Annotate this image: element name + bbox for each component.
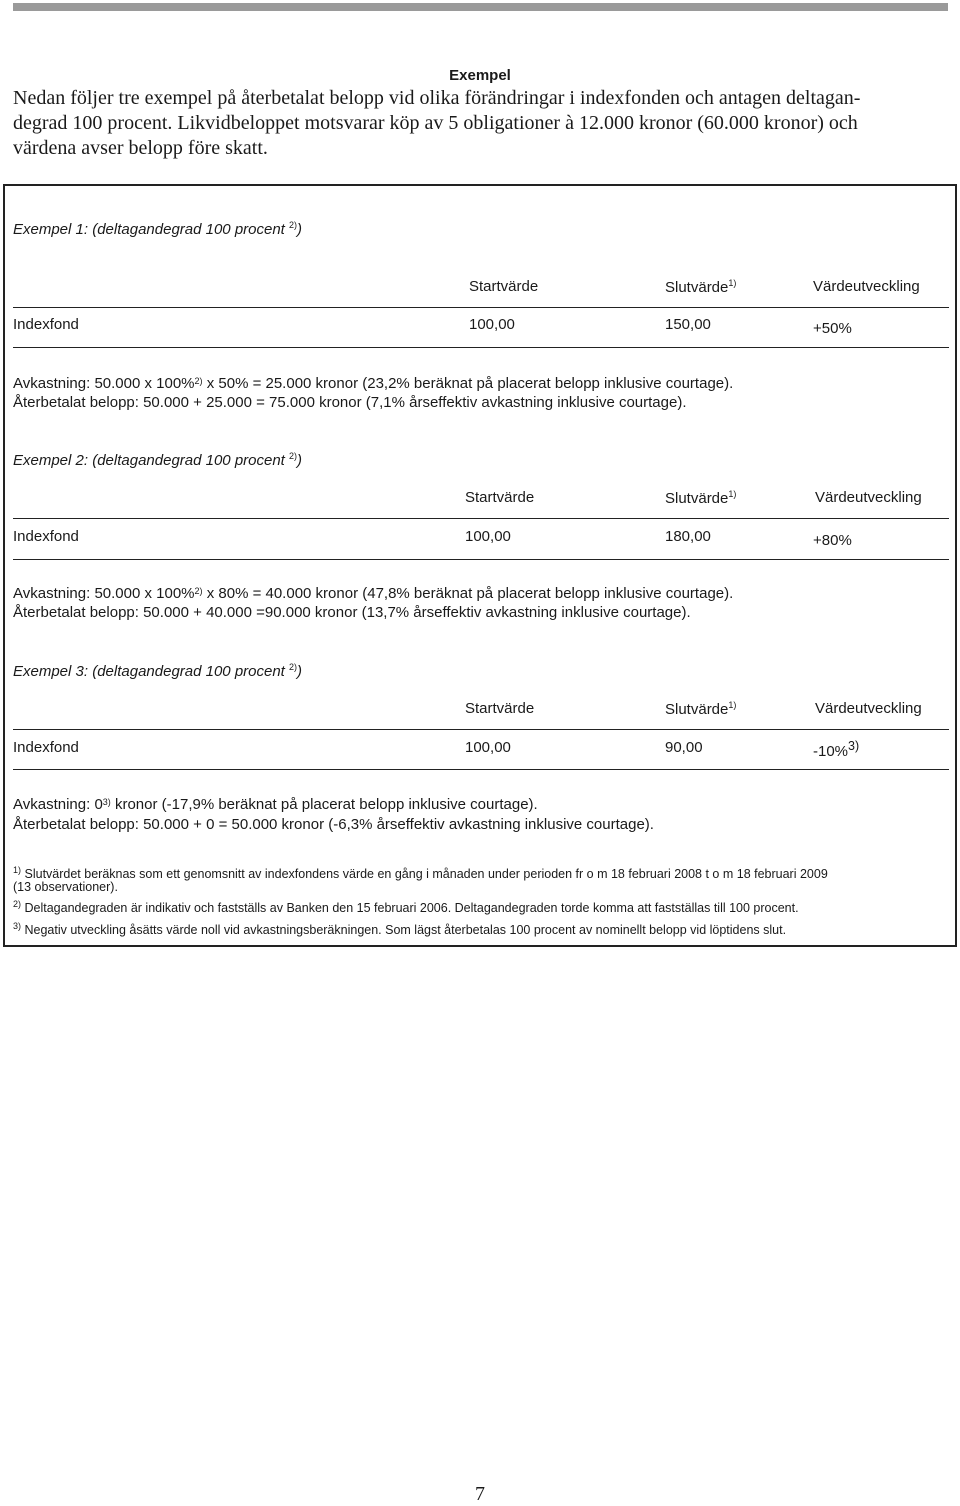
table-rule bbox=[13, 307, 949, 308]
header-slutvarde: Slutvärde$^{1)}$ bbox=[665, 278, 737, 296]
calc-avkastning: Avkastning: 0$^{3)}$ kronor (-17,9% beräknat på placerat belopp inklusive courtage). bbox=[13, 796, 538, 813]
top-rule bbox=[13, 3, 948, 11]
header-slutvarde: Slutvärde$^{1)}$ bbox=[665, 700, 737, 718]
footnote-1: $^{1)}$ Slutvärdet beräknas som ett genomsnitt av indexfondens värde en gång i månaden under perioden fr o m 18 februari 2008 t o m 18 februari 2009 bbox=[13, 865, 828, 882]
table-rule bbox=[13, 729, 949, 730]
calc-aterbetalat: Återbetalat belopp: 50.000 + 25.000 = 75.000 kronor (7,1% årseffektiv avkastning inklusive courtage). bbox=[13, 394, 687, 411]
table-rule bbox=[13, 518, 949, 519]
intro-line: degrad 100 procent. Likvidbeloppet motsvarar köp av 5 obligationer à 12.000 kronor (60.000 kronor) och bbox=[13, 112, 858, 134]
calc-avkastning: Avkastning: 50.000 x 100%$^{2)}$ x 50% = 25.000 kronor (23,2% beräknat på placerat belopp inklusive courtage). bbox=[13, 375, 734, 392]
row-start: 100,00 bbox=[469, 316, 515, 333]
intro-paragraph bbox=[13, 86, 953, 161]
calc-aterbetalat: Återbetalat belopp: 50.000 + 0 = 50.000 kronor (-6,3% årseffektiv avkastning inklusive courtage). bbox=[13, 816, 654, 833]
row-label: Indexfond bbox=[13, 528, 79, 545]
table-rule bbox=[13, 347, 949, 348]
header-vardeutveckling: Värdeutveckling bbox=[815, 700, 922, 717]
table-rule bbox=[13, 559, 949, 560]
page-number: 7 bbox=[475, 1483, 485, 1505]
footnote-2: $^{2)}$ Deltagandegraden är indikativ och fastställs av Banken den 15 februari 2006. Deltagandegraden torde komma att fastställas till 100 procent. bbox=[13, 899, 799, 916]
row-start: 100,00 bbox=[465, 528, 511, 545]
table-rule bbox=[13, 769, 949, 770]
row-label: Indexfond bbox=[13, 316, 79, 333]
header-vardeutveckling: Värdeutveckling bbox=[813, 278, 920, 295]
row-start: 100,00 bbox=[465, 739, 511, 756]
row-label: Indexfond bbox=[13, 739, 79, 756]
row-utv: -10%$^{3)}$ bbox=[813, 739, 860, 760]
header-slutvarde: Slutvärde$^{1)}$ bbox=[665, 489, 737, 507]
calc-avkastning: Avkastning: 50.000 x 100%$^{2)}$ x 80% = 40.000 kronor (47,8% beräknat på placerat belopp inklusive courtage). bbox=[13, 585, 734, 602]
row-slut: 180,00 bbox=[665, 528, 711, 545]
row-utv: +80% bbox=[813, 532, 852, 549]
header-startvarde: Startvärde bbox=[469, 278, 539, 295]
row-slut: 150,00 bbox=[665, 316, 711, 333]
calc-aterbetalat: Återbetalat belopp: 50.000 + 40.000 =90.000 kronor (13,7% årseffektiv avkastning inklusive courtage). bbox=[13, 604, 691, 621]
intro-line: värdena avser belopp före skatt. bbox=[13, 137, 268, 159]
header-startvarde: Startvärde bbox=[465, 489, 535, 506]
footnote-3: $^{3)}$ Negativ utveckling åsätts värde noll vid avkastningsberäkningen. Som lägst återbetalas 100 procent av nominellt belopp vid löptidens slut. bbox=[13, 921, 787, 938]
example-2-title: Exempel 2: (deltagandegrad 100 procent $^{2)}$) bbox=[13, 451, 303, 469]
example-3-title: Exempel 3: (deltagandegrad 100 procent $^{2)}$) bbox=[13, 662, 303, 680]
example-1-title: Exempel 1: (deltagandegrad 100 procent $^{2)}$) bbox=[13, 220, 303, 238]
section-title: Exempel bbox=[449, 67, 511, 84]
footnote-1-cont: (13 observationer). bbox=[13, 880, 118, 894]
row-slut: 90,00 bbox=[665, 739, 703, 756]
intro-line: Nedan följer tre exempel på återbetalat belopp vid olika förändringar i indexfonden och antagen deltagan- bbox=[13, 87, 861, 109]
row-utv: +50% bbox=[813, 320, 852, 337]
header-vardeutveckling: Värdeutveckling bbox=[815, 489, 922, 506]
header-startvarde: Startvärde bbox=[465, 700, 535, 717]
